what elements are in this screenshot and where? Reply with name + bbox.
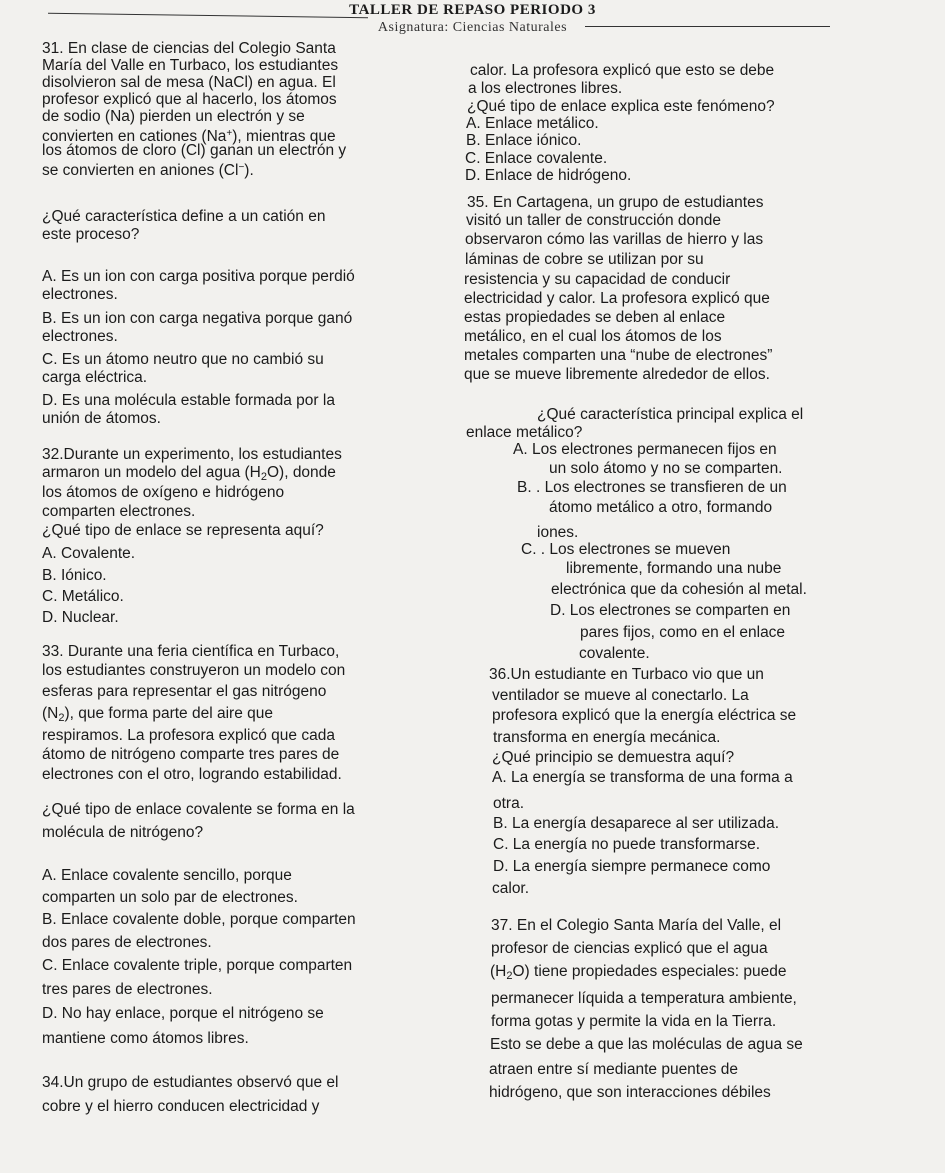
worksheet-title: TALLER DE REPASO PERIODO 3 [349, 2, 596, 18]
q31-line-2: María del Valle en Turbaco, los estudiantes [42, 57, 339, 74]
q35-option-a-cont: un solo átomo y no se comparten. [549, 460, 783, 477]
superscript: − [238, 162, 245, 173]
q36-line-2: ventilador se mueve al conectarlo. La [492, 687, 749, 704]
q34-prompt: ¿Qué tipo de enlace explica este fenómeno? [467, 98, 775, 115]
q35-option-c: C. . Los electrones se mueven [521, 541, 731, 558]
q34-line-2: cobre y el hierro conducen electricidad y [42, 1098, 320, 1115]
q37-line-2: profesor de ciencias explicó que el agua [491, 940, 768, 957]
text-fragment: O), donde [266, 464, 336, 481]
text-fragment: convierten en cationes (Na [42, 128, 227, 145]
q32-line-4: comparten electrones. [42, 503, 196, 520]
q35-option-c-cont-2: electrónica que da cohesión al metal. [551, 581, 807, 598]
text-fragment: se convierten en aniones (Cl [42, 162, 239, 179]
q35-option-d: D. Los electrones se comparten en [550, 602, 791, 619]
subscript: 2 [260, 471, 267, 483]
q35-line-5: resistencia y su capacidad de conducir [464, 271, 731, 288]
q32-line-2 [42, 464, 336, 486]
q31-prompt-1: ¿Qué característica define a un catión en [42, 208, 326, 225]
q35-option-c-cont: libremente, formando una nube [566, 560, 782, 577]
q33-option-b-cont: dos pares de electrones. [42, 934, 212, 951]
q31-option-c: C. Es un átomo neutro que no cambió su [42, 351, 324, 368]
q37-line-7: atraen entre sí mediante puentes de [489, 1061, 739, 1078]
q37-line-1: 37. En el Colegio Santa María del Valle, el [491, 917, 782, 934]
q32-prompt: ¿Qué tipo de enlace se representa aquí? [42, 522, 324, 539]
q36-option-b: B. La energía desaparece al ser utilizada. [493, 815, 780, 832]
q34-line-3: calor. La profesora explicó que esto se debe [470, 62, 775, 79]
q34-option-a: A. Enlace metálico. [466, 115, 599, 132]
q36-option-c: C. La energía no puede transformarse. [493, 836, 761, 853]
text-fragment: ). [244, 162, 254, 179]
q33-line-2: los estudiantes construyeron un modelo con [42, 662, 346, 679]
q35-option-d-cont-2: covalente. [579, 645, 650, 662]
q35-line-8: metálico, en el cual los átomos de los [464, 328, 722, 345]
q35-option-b-cont: átomo metálico a otro, formando [549, 499, 773, 516]
q37-line-6: Esto se debe a que las moléculas de agua se [490, 1036, 803, 1053]
q33-option-b: B. Enlace covalente doble, porque comparten [42, 911, 356, 928]
q33-line-7: electrones con el otro, logrando estabilidad. [42, 766, 342, 783]
q35-line-2: visitó un taller de construcción donde [466, 212, 722, 229]
q36-line-4: transforma en energía mecánica. [493, 729, 721, 746]
q35-option-d-cont: pares fijos, como en el enlace [580, 624, 786, 641]
q36-option-d-cont: calor. [492, 880, 530, 897]
q33-option-d: D. No hay enlace, porque el nitrógeno se [42, 1005, 324, 1022]
q35-line-4: láminas de cobre se utilizan por su [465, 251, 704, 268]
q31-option-b: B. Es un ion con carga negativa porque ganó [42, 310, 353, 327]
q33-line-6: átomo de nitrógeno comparte tres pares de [42, 746, 340, 763]
q31-option-d-cont: unión de átomos. [42, 410, 161, 427]
q32-option-c: C. Metálico. [42, 588, 124, 605]
q35-line-3: observaron cómo las varillas de hierro y las [465, 231, 764, 248]
q32-line-3: los átomos de oxígeno e hidrógeno [42, 484, 285, 501]
q37-line-3 [490, 963, 787, 985]
q36-option-a-cont: otra. [493, 795, 525, 812]
q32-line-1: 32.Durante un experimento, los estudiantes [42, 446, 342, 463]
q33-line-4 [42, 705, 273, 727]
q31-line-7: los átomos de cloro (Cl) ganan un electrón y [42, 142, 347, 159]
q35-line-6: electricidad y calor. La profesora explicó que [464, 290, 770, 307]
subscript: 2 [506, 970, 513, 982]
q31-option-d: D. Es una molécula estable formada por la [42, 392, 335, 409]
q35-line-10: que se mueve libremente alrededor de ellos. [464, 366, 770, 383]
q33-option-a: A. Enlace covalente sencillo, porque [42, 867, 292, 884]
q34-option-d: D. Enlace de hidrógeno. [465, 167, 632, 184]
q35-option-b-cont-2: iones. [537, 524, 579, 541]
q35-line-7: estas propiedades se deben al enlace [464, 309, 726, 326]
text-fragment: (N [42, 705, 59, 722]
q35-option-b: B. . Los electrones se transfieren de un [517, 479, 787, 496]
q32-option-b: B. Iónico. [42, 567, 107, 584]
subscript: 2 [58, 712, 65, 724]
q33-line-1: 33. Durante una feria científica en Turbaco, [42, 643, 340, 660]
q31-option-c-cont: carga eléctrica. [42, 369, 148, 386]
text-fragment: ), que forma parte del aire que [64, 705, 273, 722]
q31-line-8 [42, 159, 254, 180]
q33-option-a-cont: comparten un solo par de electrones. [42, 889, 298, 906]
q31-option-a: A. Es un ion con carga positiva porque perdió [42, 268, 355, 285]
q34-option-b: B. Enlace iónico. [466, 132, 582, 149]
q33-prompt-1: ¿Qué tipo de enlace covalente se forma en la [42, 801, 355, 818]
subject-line: Asignatura: Ciencias Naturales [377, 20, 568, 35]
q37-line-4: permanecer líquida a temperatura ambiente, [491, 990, 797, 1007]
q32-option-a: A. Covalente. [42, 545, 136, 562]
q35-line-1: 35. En Cartagena, un grupo de estudiantes [467, 194, 764, 211]
q31-option-a-cont: electrones. [42, 286, 118, 303]
q35-option-a: A. Los electrones permanecen fijos en [513, 441, 777, 458]
q31-line-1: 31. En clase de ciencias del Colegio Santa [42, 40, 336, 57]
q37-line-5: forma gotas y permite la vida en la Tierra. [491, 1013, 777, 1030]
q33-option-c-cont: tres pares de electrones. [42, 981, 213, 998]
q35-prompt-1: ¿Qué característica principal explica el [537, 406, 804, 423]
q37-line-8: hidrógeno, que son interacciones débiles [489, 1084, 771, 1101]
text-fragment: O) tiene propiedades especiales: puede [512, 963, 787, 980]
text-fragment: armaron un modelo del agua (H [42, 464, 261, 481]
q33-line-3: esferas para representar el gas nitrógeno [42, 683, 327, 700]
q36-line-1: 36.Un estudiante en Turbaco vio que un [489, 666, 764, 683]
q33-option-c: C. Enlace covalente triple, porque comparten [42, 957, 353, 974]
q31-line-4: profesor explicó que al hacerlo, los átomos [42, 91, 337, 108]
q31-line-5: de sodio (Na) pierden un electrón y se [42, 108, 305, 125]
q31-option-b-cont: electrones. [42, 328, 118, 345]
q34-line-4: a los electrones libres. [468, 80, 623, 97]
q34-option-c: C. Enlace covalente. [465, 150, 608, 167]
q31-prompt-2: este proceso? [42, 226, 140, 243]
text-fragment: ), mientras que [232, 128, 336, 145]
q36-prompt: ¿Qué principio se demuestra aquí? [492, 749, 735, 766]
q31-line-3: disolvieron sal de mesa (NaCl) en agua. El [42, 74, 336, 91]
q33-prompt-2: molécula de nitrógeno? [42, 824, 204, 841]
q35-prompt-2: enlace metálico? [466, 424, 583, 441]
q32-option-d: D. Nuclear. [42, 609, 119, 626]
text-fragment: (H [490, 963, 507, 980]
q33-option-d-cont: mantiene como átomos libres. [42, 1030, 249, 1047]
q35-line-9: metales comparten una “nube de electrones” [464, 347, 773, 364]
superscript: + [226, 128, 233, 139]
q36-option-d: D. La energía siempre permanece como [493, 858, 771, 875]
q34-line-1: 34.Un grupo de estudiantes observó que el [42, 1074, 339, 1091]
q33-line-5: respiramos. La profesora explicó que cada [42, 727, 335, 744]
q36-line-3: profesora explicó que la energía eléctrica se [492, 707, 797, 724]
q36-option-a: A. La energía se transforma de una forma a [492, 769, 793, 786]
